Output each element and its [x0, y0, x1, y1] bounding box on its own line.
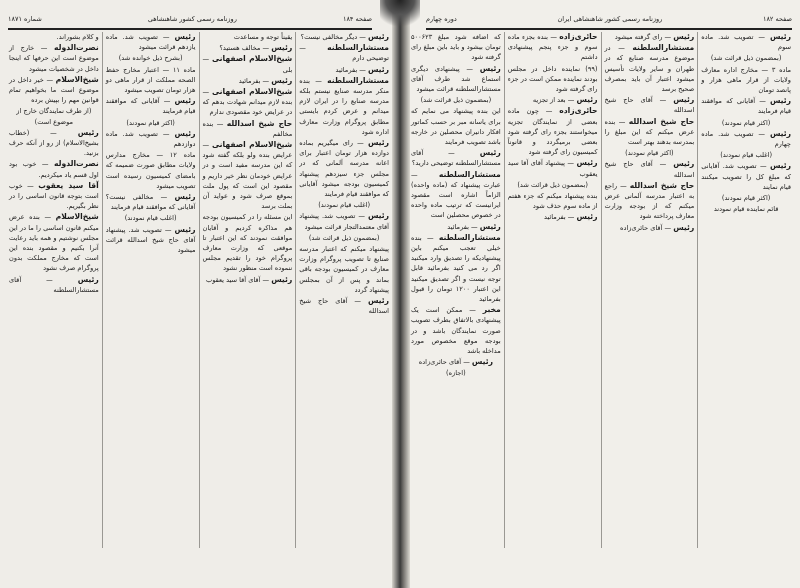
paragraph-text: — تصویب شد. پیشنهاد آقای حاج شیخ اسدالله قرائت میشود [105, 225, 196, 255]
paragraph [299, 65, 389, 75]
paragraph [411, 233, 501, 304]
speaker-name: رئیس [174, 192, 196, 202]
paragraph [508, 158, 598, 178]
left-page-columns [6, 32, 392, 548]
paragraph-text: — پیشنهاد آقای آقا سید یعقوب [507, 159, 598, 178]
paragraph-text: (۹۹) نماینده داخل در مجلس بودند نماینده ممکن است در جزء رای گرفته شود [507, 64, 598, 94]
speaker-name: رئیس [479, 148, 501, 158]
paragraph-text: — عرایض بنده ولو بلکه گفته شود که این مدرسه مفید است و در عرایض خودمان نظر خیر داریم و مقصود این است که پول ملت بموقع صرف شود و عواید آن بملت برسد [202, 141, 293, 211]
paragraph-text: — ممکن است یک پیشنهادی بالاتفاق بطرف تصویب صورت نمایندگان باشد و در بودجه موقع مخصوص مورد مداخله باشد [411, 306, 501, 356]
paragraph [411, 64, 501, 95]
paragraph [508, 64, 598, 95]
paragraph [299, 43, 389, 63]
paragraph-text: — آقایانی که موافقند قیام فرمایند [105, 97, 196, 116]
paragraph-text: — بنده خیلی تعجب میکنم باین پیشنهادیکه را تصدیق وارد میکنید اگر رد می کنید بفرمائید قابل توجه نیست و اگر تصدیق میکنید این اعتبار ۱۲۰۰ تومان را قبول بفرمائید [411, 233, 501, 304]
speaker-name: رئیس [174, 96, 196, 106]
speaker-name: نصرت‌الدوله [54, 43, 99, 53]
paragraph-text: (بمضمون ذیل قرائت شد) [710, 54, 782, 63]
paragraph [106, 118, 196, 128]
paragraph-text: ماده ۱۱ — اعتبار مخارج حفظ الصحه مملکت از قرار ماهی دو هزار تومان تصویب میشود [105, 65, 196, 95]
paragraph [605, 95, 695, 115]
paragraph [106, 225, 196, 256]
paragraph [106, 65, 196, 96]
paragraph [605, 181, 695, 222]
paragraph-text: — رای میگیریم بماده دوازده هزار تومان اعتبار برای اعانه مدرسه آلمانی که در مجلس جزء سیزدهم پیشنهاد کمیسیون بودجه میشود آقایانی که موافقند قیام فرمایند [299, 139, 389, 199]
paragraph [701, 193, 791, 203]
paragraph-text: — آقایانی که موافقند قیام فرمایند [701, 97, 791, 116]
paragraph-text: پیشنهاد میکنم که اعتبار مدرسه صنایع تا تصویب پروگرام وزارت معارف در کمیسیون بودجه باقی بماند و پس از آن بمجلس پیشنهاد گردد [299, 245, 389, 294]
speaker-name: رئیس [367, 138, 389, 148]
paragraph [508, 95, 598, 105]
paragraph [299, 200, 389, 210]
speaker-name: رئیس [769, 32, 791, 41]
right-page-header [426, 12, 792, 30]
paragraph-text: این بنده پیشنهاد می نمایم که برای یاسانه مبر بر حسب کماتور افکار دانیران محصلین در خارجه باشد تصویب فرمایند [411, 107, 501, 147]
paragraph-text: قائم نماینده قیام نمودند [713, 205, 779, 214]
paragraph-text: — تصویب شد. آقایانی که مبلغ کل را تصویب میکنند قیام نمایند [701, 162, 791, 191]
paragraph-text: — بنده عرض میکنم قانون اساسی را ما در این مجلس نوشتیم و همه باید رعایت آنرا بکنیم و مقصود بنده این است که مخارج مملکت بدون پروگرام صرف نشود [9, 213, 99, 273]
paragraph-text: — آقای مستشارالسلطنه [9, 275, 99, 294]
paragraph-text: (اکثر قیام نمودند) [625, 149, 674, 158]
paragraph [299, 211, 389, 231]
paragraph [299, 244, 389, 295]
paragraph [411, 222, 501, 232]
paragraph-text: — (خطاب بشیخ‌الاسلام) از رو از آنکه حرف بزنید. [9, 128, 99, 158]
speaker-name: شیخ‌الاسلام اصفهانی [211, 140, 293, 150]
paragraph-text: ماده ۳ — مخارج اداره معارف ولایات از قرار ماهی هزار و پانصد تومان [701, 65, 791, 95]
paragraph-text: — تصویب شد. ماده سوم [701, 33, 791, 52]
paragraph-text: یقیناً توجه و مساعدت [233, 33, 293, 41]
paragraph-text: (بمضمون ذیل قرائت شد) [308, 233, 380, 242]
paragraph-text: — توضیحی دارم [299, 44, 389, 63]
paragraph [605, 159, 695, 179]
paragraph-text: — بفرمائید [238, 76, 272, 85]
paragraph [701, 161, 791, 192]
speaker-name: رئیس [769, 96, 791, 106]
paragraph-text: این مسئله را در کمیسیون بودجه هم مذاکره کردیم و آقایان موافقت نمودند که این اعتبار تا موقعی که وزارت معارف پروگرام خود را تقدیم مجلس ننموده است منظور نشود [202, 213, 293, 273]
paragraph [605, 148, 695, 158]
paragraph [508, 106, 598, 157]
speaker-name: رئیس [271, 43, 293, 53]
volume-label: دوره چهارم [426, 15, 457, 23]
paragraph-text: — بعد از تجزیه [532, 96, 577, 105]
paragraph-text: — بنده لازم میدانم شهادت بدهم که در عرایض خود مقصودی ندارم [202, 88, 293, 117]
paragraph [9, 128, 99, 159]
speaker-name: شیخ‌الاسلام اصفهانی [211, 54, 293, 64]
paragraph-text: — تصویب شد. ماده چهارم [701, 129, 791, 149]
speaker-name: رئیس [769, 161, 791, 171]
paragraph-text: بنده پیشنهاد میکنم که جزء هفتم از ماده سوم حذف شود [507, 192, 598, 211]
speaker-name: رئیس [174, 224, 196, 234]
paragraph [203, 212, 293, 273]
speaker-name: مستشارالسلطنه [327, 43, 389, 53]
speaker-name: رئیس [367, 64, 389, 74]
paragraph [203, 43, 293, 53]
left-page-header [8, 12, 372, 30]
book-gutter [392, 0, 410, 588]
paragraph-text: — راجع به اعتبار مدرسه آلمانی عرض میکنم که از بودجه وزارت معارف پرداخته شود [604, 181, 695, 221]
speaker-name: رئیس [174, 32, 196, 41]
speaker-name: مستشارالسلطنه [438, 232, 501, 242]
paragraph [203, 54, 293, 74]
speaker-name: رئیس [576, 212, 598, 222]
paragraph [605, 223, 695, 233]
paragraph-text: — بنده عرض میکنم که این مبلغ را بمدرسه بدهند بهتر است [604, 117, 695, 147]
paragraph [701, 118, 791, 128]
speaker-name: رئیس [673, 222, 695, 232]
paragraph-text: (اغلب قیام نمودند) [124, 214, 177, 223]
paragraph [411, 32, 501, 63]
paragraph [9, 32, 99, 42]
paragraph [701, 32, 791, 52]
paragraph [9, 106, 99, 126]
paragraph [411, 106, 501, 147]
paragraph-text: — آقای حاج شیخ اسدالله [604, 96, 695, 115]
paragraph-text: و کلام بشوراند. [56, 33, 99, 41]
paragraph-text: — پیشنهادی دیگری استماع شد طرف آقای مستشارالسلطنه قرائت میشود [411, 64, 501, 94]
paragraph [203, 87, 293, 118]
paragraph [411, 357, 501, 377]
paragraph [605, 117, 695, 148]
speaker-name: حاج شیخ اسدالله [629, 180, 695, 190]
right-newspaper-page [402, 0, 800, 588]
speaker-name: مستشارالسلطنه [632, 43, 695, 53]
speaker-name: حاج شیخ اسدالله [226, 118, 293, 128]
paragraph [299, 138, 389, 199]
right-page-columns [408, 32, 794, 548]
paragraph-text: — دیگر مخالفی نیست؟ [300, 33, 368, 41]
paragraph-text: (اکثر قیام نمودند) [126, 118, 175, 127]
paragraph [299, 32, 389, 42]
paragraph-text: که اضافه شود مبلغ ۵۰۰۶۲۳ تومان بیشود و باید باین مبلغ رای گرفته شود [411, 33, 501, 62]
paragraph-text: — بنده بجزء ماده سوم و جزء پنجم پیشنهادی داشتم [507, 33, 598, 62]
paragraph [203, 32, 293, 42]
speaker-name: مستشارالسلطنه [438, 169, 501, 179]
newspaper-title: روزنامه رسمی کشور شاهنشاهی [147, 15, 237, 23]
paragraph-text: ماده ۱۲ — مخارج مدارس ولایات مطابق صورت ضمیمه که بامضای کمیسیون رسیده است تصویب میشود [105, 151, 196, 190]
paragraph [106, 53, 196, 63]
paragraph [411, 305, 501, 356]
paragraph [701, 150, 791, 160]
newspaper-title: روزنامه رسمی کشور شاهنشاهی ایران [557, 15, 663, 23]
speaker-name: رئیس [77, 127, 99, 137]
speaker-name: رئیس [576, 95, 598, 105]
paragraph-text: — مخالفی نیست؟ آقایانی که موافقند قیام فرمایند [105, 193, 196, 212]
paragraph [106, 32, 196, 52]
speaker-name: رئیس [673, 95, 695, 105]
paragraph-text: (اکثر قیام نمودند) [721, 194, 771, 203]
paragraph [106, 192, 196, 212]
paragraph-text: — مخالف هستید؟ [219, 44, 272, 53]
speaker-name: رئیس [576, 158, 598, 168]
paragraph [411, 95, 501, 105]
speaker-name: رئیس [271, 274, 293, 284]
speaker-name: شیخ‌الاسلام [55, 212, 99, 222]
paragraph [9, 43, 99, 74]
paragraph [203, 76, 293, 86]
paragraph [508, 180, 598, 190]
paragraph-text: — خوب بود اول قسم یاد میکردیم. [9, 160, 99, 179]
speaker-name: رئیس [673, 159, 695, 169]
paragraph [203, 275, 293, 285]
paragraph-text: — بفرمائید [544, 213, 577, 222]
text-column [6, 32, 102, 548]
paragraph [701, 53, 791, 63]
speaker-name: حاج شیخ اسدالله [628, 116, 695, 126]
paragraph [701, 129, 791, 149]
text-column [408, 32, 504, 548]
paragraph-text: — تصویب شد. ماده دوازدهم [105, 129, 196, 149]
paragraph-text: — تصویب شد. پیشنهاد آقای معتمدالتجار قرائت میشود [299, 212, 389, 231]
paragraph [203, 140, 293, 211]
paragraph [701, 96, 791, 116]
speaker-name: حائری‌زاده [559, 32, 598, 41]
binding-shadow [380, 0, 420, 30]
speaker-name: رئیس [471, 357, 493, 367]
speaker-name: شیخ‌الاسلام اصفهانی [211, 87, 293, 97]
paragraph [411, 148, 501, 168]
paragraph [9, 275, 99, 295]
speaker-name: رئیس [479, 63, 501, 73]
paragraph [9, 181, 99, 212]
speaker-name: مستشارالسلطنه [327, 75, 389, 85]
paragraph [106, 96, 196, 116]
speaker-name: رئیس [673, 32, 695, 41]
page-number: صفحه ۱۸۴ [342, 15, 372, 23]
paragraph [605, 32, 695, 42]
paragraph-text: — عبارت پیشنهاد که (ماده واحده) الزاماً اشاره است مقصود ایرانیست که ترتیب ماده واحده در خصوص محصلین است [411, 170, 501, 220]
speaker-name: آقا سید یعقوب [38, 180, 99, 190]
text-column [601, 32, 698, 548]
speaker-name: شیخ‌الاسلام [55, 74, 99, 84]
left-newspaper-page [0, 0, 398, 588]
paragraph [508, 32, 598, 63]
paragraph-text: — بنده منکر مدرسه صنایع نیستم بلکه مدرسه صنایع را در ایران لازم میدانم و عرض کردم بایستی مطابق پروگرام وزارت معارف اداره شود [299, 76, 389, 136]
paragraph [106, 213, 196, 223]
speaker-name: رئیس [367, 32, 389, 41]
speaker-name: رئیس [174, 128, 196, 138]
page-number: صفحه ۱۸۲ [762, 15, 792, 23]
paragraph-text: — خارج از موضوع است این حرفها که اینجا داخل در شخصیات میشود [9, 44, 99, 73]
text-column [199, 32, 296, 548]
paragraph [411, 170, 501, 221]
paragraph-text: — در موضوع مدرسه صنایع که در طهران و سایر ولایات تأسیس میشود اعتبار آن باید بمصرف صحیح برسد [604, 44, 695, 94]
paragraph [508, 191, 598, 211]
paragraph [106, 150, 196, 191]
paragraph-text: — چون ماده بعضی از نمایندگان تجزیه میخواستند بجزء رای گرفته شود بعضی برمیگردد و قانوناً کمیسیون رای گرفته شود [507, 107, 598, 157]
paragraph-text: (اغلب قیام نمودند) [720, 151, 773, 160]
paragraph-text: — آقای مستشارالسلطنه توضیحی دارید؟ [411, 149, 501, 168]
paragraph [605, 43, 695, 94]
paragraph-text: — آقای حائری‌زاده [620, 223, 674, 232]
paragraph-text: — خوب است بتوجه قانون اساسی را در نظر بگیریم. [9, 181, 99, 211]
paragraph-text: (اغلب قیام نمودند) [318, 201, 371, 210]
paragraph-text: — خیر داخل در موضوع است ما بخواهیم تمام قوانین مهم را بپیش برده [9, 75, 99, 105]
speaker-name: رئیس [77, 274, 99, 284]
text-column [102, 32, 199, 548]
paragraph [299, 233, 389, 243]
paragraph-text: (اکثر قیام نمودند) [721, 118, 771, 127]
text-column [295, 32, 392, 548]
paragraph [9, 159, 99, 179]
paragraph [9, 75, 99, 106]
speaker-name: حائری‌زاده [559, 106, 598, 116]
speaker-name: مخبر [482, 305, 501, 315]
paragraph-text: — آقای حاج شیخ اسدالله [604, 160, 695, 179]
paragraph-text: — تصویب شد. ماده یازدهم قرائت میشود [105, 33, 196, 52]
speaker-name: رئیس [271, 75, 293, 85]
speaker-name: رئیس [479, 221, 501, 231]
paragraph-text: — بنده مخالفم [202, 119, 293, 138]
paragraph [701, 65, 791, 96]
speaker-name: نصرت‌الدوله [54, 159, 99, 169]
paragraph [106, 129, 196, 149]
paragraph [299, 296, 389, 316]
paragraph [203, 119, 293, 139]
paragraph-text: (بمضمون ذیل قرائت شد) [420, 96, 492, 105]
paragraph-text: — رای گرفته میشود [614, 33, 674, 41]
paragraph [9, 212, 99, 273]
speaker-name: رئیس [769, 128, 791, 138]
speaker-name: رئیس [367, 296, 389, 306]
text-column [697, 32, 794, 548]
paragraph [701, 204, 791, 214]
paragraph [299, 76, 389, 137]
paragraph-text: (بشرح ذیل خوانده شد) [118, 54, 183, 63]
paragraph [508, 212, 598, 222]
paragraph-text: (از طرف نمایندگان خارج از موضوع است) [16, 107, 92, 126]
issue-number: شماره ۱۸۷۱ [8, 15, 42, 23]
paragraph-text: — آقای حاج شیخ اسدالله [299, 297, 389, 316]
speaker-name: رئیس [367, 211, 389, 221]
text-column [504, 32, 601, 548]
paragraph-text: — بفرمائید [447, 222, 480, 231]
paragraph-text: — بلی [202, 55, 293, 74]
paragraph-text: — بفرمائید [335, 65, 368, 74]
paragraph-text: (بمضمون ذیل قرائت شد) [517, 180, 588, 189]
paragraph-text: — آقای آقا سید یعقوب [206, 275, 272, 284]
paragraph-text: — آقای حائری‌زاده (اجازه) [418, 358, 472, 377]
